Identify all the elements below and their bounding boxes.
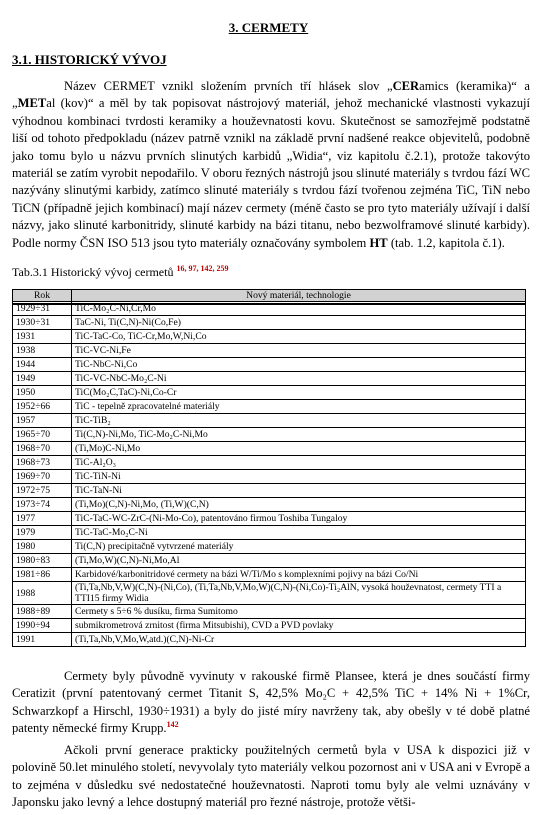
cell-year: 1944: [13, 358, 72, 372]
column-header-material: Nový materiál, technologie: [72, 290, 526, 302]
cell-year: 1968÷73: [13, 456, 72, 470]
table-row: [13, 372, 526, 386]
section-title: 3.1. HISTORICKÝ VÝVOJ: [12, 52, 167, 67]
table-row: [13, 330, 526, 344]
cell-year: 1977: [13, 512, 72, 526]
intro-text-3: al (kov)“ a měl by tak popisovat nástrojový materiál, jehož mechanické vlastnosti vykazují výhodnou kombinaci tvrdosti keramiky a houževnatosti kovu. Skutečnost se samozřejmě podstatně liší od tohoto předpokladu (název patrně vznikl na základě první nadšené reakce objevitelů, podobně jako tomu bylo u názvu prvních slinutých karbidů „Widia“, viz kapitolu č.2.1), protože takovýto materiál se zatím vyrobit nepodařilo. V oboru řezných nástrojů jsou slinuté materiály s tvrdou fází WC nazývány slinutými karbidy, zatímco slinuté materiály s tvrdou fází tvořenou zejména TiC, TiN nebo TiCN (případně jejich kombinací) mají název cermety (méně často se pro tyto materiály užívají i další názvy, jako slinuté karbonitridy, slinuté karbidy na bázi titanu, nebo bezwolframové slinuté karbidy). Podle normy ČSN ISO 513 jsou tyto materiály označovány symbolem: [12, 96, 530, 250]
cell-year: 1972÷75: [13, 484, 72, 498]
table-row: [13, 400, 526, 414]
paragraph-first-generation: [12, 742, 530, 812]
cell-material: TiC-Mo₂C-Ni,Cr,Mo: [72, 302, 526, 316]
intro-bold-ht: HT: [369, 235, 388, 250]
intro-text-2: amics (keramika)“ a „: [12, 79, 530, 111]
cell-material: (Ti,Ta,Nb,V,W)(C,N)-(Ni,Co), (Ti,Ta,Nb,V,Mo,W)(C,N)-(Ni,Co)-Ti₂AlN, vysoká houževnatost, cermety TTI a TTI15 firmy Widia: [72, 582, 526, 605]
table-row: [13, 619, 526, 633]
cell-year: 1990÷94: [13, 619, 72, 633]
cell-year: 1949: [13, 372, 72, 386]
cell-year: 1929÷31: [13, 302, 72, 316]
cell-year: 1988: [13, 582, 72, 605]
cell-year: 1991: [13, 633, 72, 647]
table-row: [13, 605, 526, 619]
cell-year: 1950: [13, 386, 72, 400]
cell-material: TiC-VC-NbC-Mo₂C-Ni: [72, 372, 526, 386]
table-row: [13, 512, 526, 526]
table-row: [13, 316, 526, 330]
table-header-divider: [12, 303, 526, 305]
cell-material: TiC-NbC-Ni,Co: [72, 358, 526, 372]
cell-material: TiC(Mo₂C,TaC)-Ni,Co-Cr: [72, 386, 526, 400]
cell-material: TiC-TaC-Mo₂C-Ni: [72, 526, 526, 540]
cell-year: 1981÷86: [13, 568, 72, 582]
intro-bold-cer: CER: [392, 79, 420, 93]
table-row: [13, 344, 526, 358]
history-table: [12, 289, 526, 647]
cell-year: 1952÷66: [13, 400, 72, 414]
intro-paragraph: [12, 78, 530, 252]
table-caption-refs: 16, 97, 142, 259: [176, 264, 229, 273]
table-row: [13, 358, 526, 372]
cell-year: 1931: [13, 330, 72, 344]
table-caption: [12, 265, 228, 280]
table-body: [13, 302, 526, 647]
table-row: [13, 582, 526, 605]
cell-material: Karbidové/karbonitridové cermety na bázi W/Ti/Mo s komplexními pojivy na bázi Co/Ni: [72, 568, 526, 582]
cell-material: TiC-VC-Ni,Fe: [72, 344, 526, 358]
cell-material: (Ti,Ta,Nb,V,Mo,W,atd.)(C,N)-Ni-Cr: [72, 633, 526, 647]
cell-material: (Ti,Mo)C-Ni,Mo: [72, 442, 526, 456]
column-header-year: Rok: [13, 290, 72, 302]
cell-material: TiC-TiN-Ni: [72, 470, 526, 484]
table-row: [13, 633, 526, 647]
paragraph-plansee-text: Cermety byly původně vyvinuty v rakouské firmě Plansee, která je dnes součástí firmy Ceratizit (první patentovaný cermet Titanit S, 42,5% Mo₂C + 42,5% TiC + 14% Ni + 1%Cr, Schwarzkopf a Hirschl, 1930÷1931) a byly do jisté míry navrženy tak, aby obešly v té době platné patenty německé firmy Krupp.: [12, 669, 530, 736]
table-header-row: [13, 290, 526, 302]
chapter-title: 3. CERMETY: [228, 20, 309, 35]
paragraph-plansee: [12, 668, 530, 738]
cell-year: 1980÷83: [13, 554, 72, 568]
table-row: [13, 498, 526, 512]
cell-material: submikrometrová zrnitost (firma Mitsubishi), CVD a PVD povlaky: [72, 619, 526, 633]
cell-material: TiC-TaC-Co, TiC-Cr,Mo,W,Ni,Co: [72, 330, 526, 344]
table-row: [13, 428, 526, 442]
cell-year: 1968÷70: [13, 442, 72, 456]
cell-year: 1965÷70: [13, 428, 72, 442]
cell-year: 1979: [13, 526, 72, 540]
cell-material: TiC-TiB₂: [72, 414, 526, 428]
paragraph-plansee-ref: 142: [166, 720, 179, 730]
intro-text-1: Název CERMET vznikl složením prvních tří hlásek slov „: [64, 79, 393, 93]
cell-year: 1980: [13, 540, 72, 554]
table-caption-text: Tab.3.1 Historický vývoj cermetů: [12, 265, 174, 279]
table-row: [13, 470, 526, 484]
table-row: [13, 456, 526, 470]
cell-material: TaC-Ni, Ti(C,N)-Ni(Co,Fe): [72, 316, 526, 330]
intro-text-4: (tab. 1.2, kapitola č.1).: [387, 235, 505, 250]
cell-year: 1973÷74: [13, 498, 72, 512]
cell-material: Ti(C,N) precipitačně vytvrzené materiály: [72, 540, 526, 554]
table-row: [13, 554, 526, 568]
table-row: [13, 484, 526, 498]
cell-year: 1969÷70: [13, 470, 72, 484]
intro-bold-met: MET: [17, 96, 47, 111]
cell-material: TiC-TaC-WC-ZrC-(Ni-Mo-Co), patentováno firmou Toshiba Tungaloy: [72, 512, 526, 526]
cell-material: TiC-TaN-Ni: [72, 484, 526, 498]
table-row: [13, 540, 526, 554]
cell-material: Cermety s 5÷6 % dusíku, firma Sumitomo: [72, 605, 526, 619]
cell-material: (Ti,Mo)(C,N)-Ni,Mo, (Ti,W)(C,N): [72, 498, 526, 512]
table-row: [13, 526, 526, 540]
cell-material: TiC-Al₂O₃: [72, 456, 526, 470]
cell-year: 1957: [13, 414, 72, 428]
cell-year: 1930÷31: [13, 316, 72, 330]
paragraph-first-generation-text: Ačkoli první generace prakticky použitelných cermetů byla v USA k dispozici již v polovině 50.let minulého století, nevyvolaly tyto materiály velkou pozornost ani v USA ani v Evropě a to zejména v důsledku své nedostatečné houževnatosti. Naproti tomu byly ale velmi uznávány v Japonsku jako levný a lehce dostupný materiál pro řezné nástroje, protože větši-: [12, 743, 530, 810]
table-row: [13, 414, 526, 428]
table-row: [13, 568, 526, 582]
cell-material: TiC - tepelně zpracovatelné materiály: [72, 400, 526, 414]
table-row: [13, 386, 526, 400]
cell-material: Ti(C,N)-Ni,Mo, TiC-Mo₂C-Ni,Mo: [72, 428, 526, 442]
cell-year: 1938: [13, 344, 72, 358]
cell-year: 1988÷89: [13, 605, 72, 619]
table-row: [13, 442, 526, 456]
cell-material: (Ti,Mo,W)(C,N)-Ni,Mo,Al: [72, 554, 526, 568]
